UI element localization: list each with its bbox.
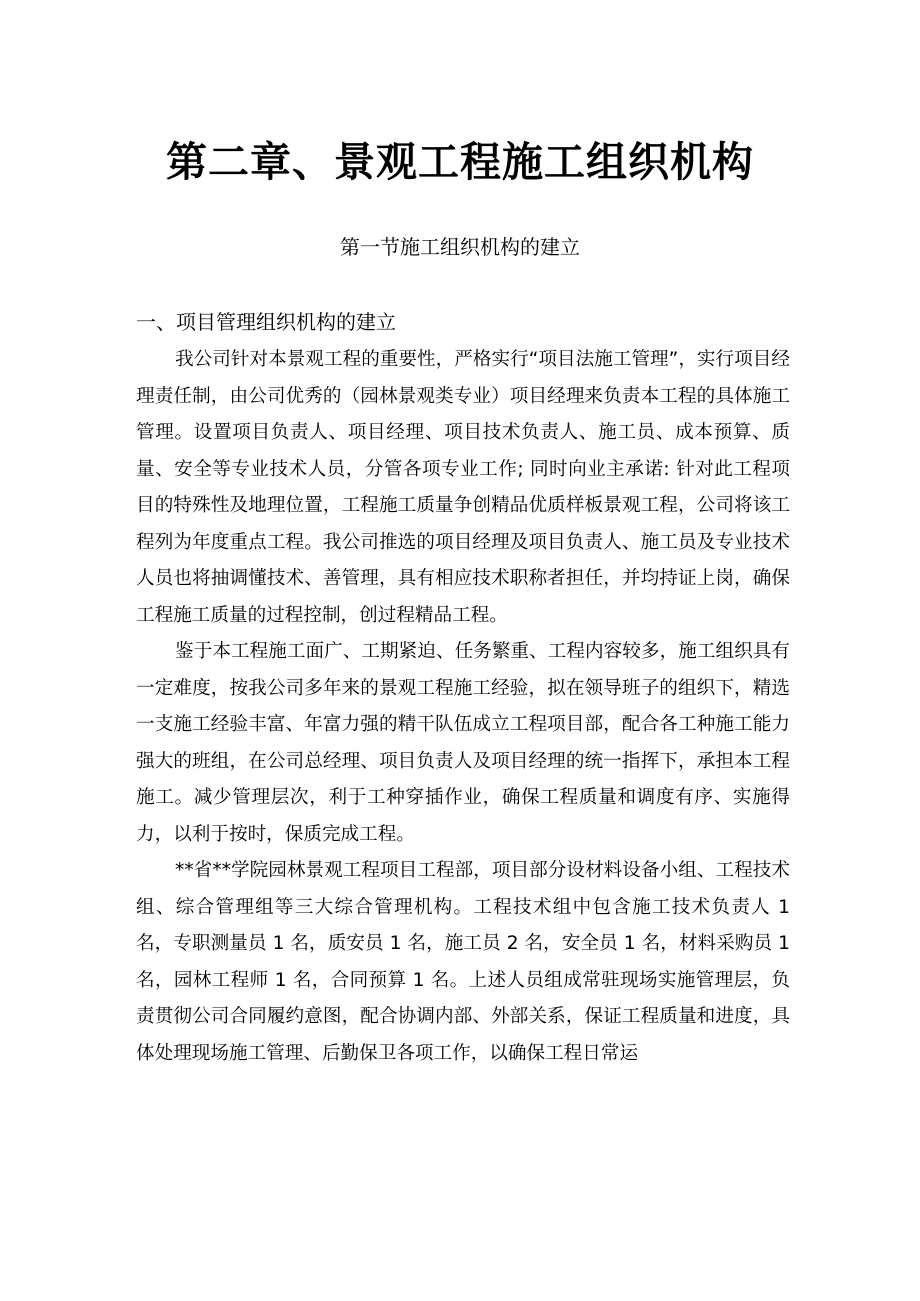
paragraph: **省**学院园林景观工程项目工程部，项目部分设材料设备小组、工程技术组、综合管理组等三大综合管理机构。工程技术组中包含施工技术负责人 1 名，专职测量员 1 名，质安员 1 名，施工员 2 名，安全员 1 名，材料采购员 1 名，园林工程师 1 名，合同预算 1 名。上述人员组成常驻现场实施管理层，负责贯彻公司合同履约意图，配合协调内部、外部关系，保证工程质量和进度，具体处理现场施工管理、后勤保卫各项工作，以确保工程日常运 [136,860,790,1064]
chapter-title: 第二章、景观工程施工组织机构 [166,138,754,186]
paragraph: 鉴于本工程施工面广、工期紧迫、任务繁重、工程内容较多，施工组织具有一定难度，按我公司多年来的景观工程施工经验，拟在领导班子的组织下，精选一支施工经验丰富、年富力强的精干队伍成立工程项目部，配合各工种施工能力强大的班组，在公司总经理、项目负责人及项目经理的统一指挥下，承担本工程施工。减少管理层次，利于工种穿插作业，确保工程质量和调度有序、实施得力，以利于按时，保质完成工程。 [136,641,790,845]
document-body [136,342,790,1072]
subsection-heading: 一、项目管理组织机构的建立 [136,310,396,334]
paragraph: 我公司针对本景观工程的重要性，严格实行“项目法施工管理”，实行项目经理责任制，由公司优秀的（园林景观类专业）项目经理来负责本工程的具体施工管理。设置项目负责人、项目经理、项目技术负责人、施工员、成本预算、质量、安全等专业技术人员，分管各项专业工作; 同时向业主承诺: 针对此工程项目的特殊性及地理位置，工程施工质量争创精品优质样板景观工程，公司将该工程列为年度重点工程。我公司推选的项目经理及项目负责人、施工员及专业技术人员也将抽调懂技术、善管理，具有相应技术职称者担任，并均持证上岗，确保工程施工质量的过程控制，创过程精品工程。 [136,349,790,626]
section-title: 第一节施工组织机构的建立 [340,235,580,259]
